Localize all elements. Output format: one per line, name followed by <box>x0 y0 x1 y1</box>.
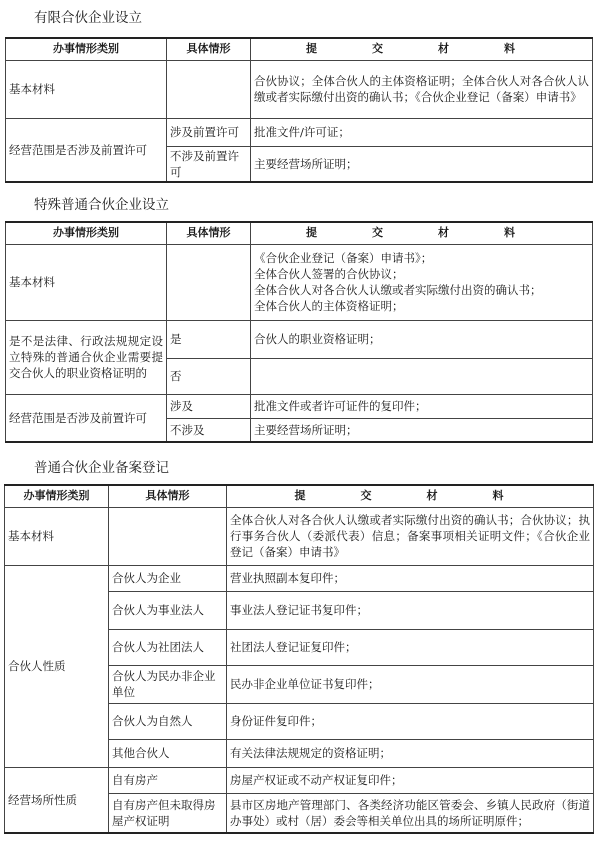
table-row <box>5 767 594 793</box>
materials-line: 全体合伙人签署的合伙协议； <box>254 267 404 281</box>
materials-table <box>5 37 593 183</box>
situation-cell <box>167 60 251 118</box>
header-category: 办事情形类别 <box>6 222 167 244</box>
materials-table <box>4 484 594 834</box>
category-cell: 基本材料 <box>5 507 109 565</box>
category-cell: 合伙人性质 <box>5 565 109 767</box>
materials-cell: 营业执照副本复印件； <box>227 565 594 591</box>
table-row <box>6 320 593 358</box>
materials-cell: 民办非企业单位证书复印件； <box>227 665 594 703</box>
situation-cell <box>167 244 251 320</box>
section-title: 普通合伙企业备案登记 <box>34 460 169 476</box>
situation-cell: 合伙人为事业法人 <box>109 591 227 629</box>
section-title: 有限合伙企业设立 <box>34 10 142 26</box>
table-row <box>5 507 594 565</box>
situation-cell: 是 <box>167 320 251 358</box>
category-cell: 经营场所性质 <box>5 767 109 833</box>
table-row <box>6 60 593 118</box>
materials-cell: 全体合伙人对各合伙人认缴或者实际缴付出资的确认书；合伙协议；执行事务合伙人（委派代表）信息；备案事项相关证明文件；《合伙企业登记（备案）申请书》 <box>227 507 594 565</box>
situation-cell: 不涉及前置许可 <box>167 146 251 182</box>
header-situation: 具体情形 <box>109 485 227 507</box>
situation-cell: 涉及前置许可 <box>167 118 251 146</box>
materials-cell: 房屋产权证或不动产权证复印件； <box>227 767 594 793</box>
materials-cell <box>251 244 593 320</box>
materials-line: 《合伙企业登记（备案）申请书》； <box>254 251 433 265</box>
section-title: 特殊普通合伙企业设立 <box>34 197 169 213</box>
table-header-row <box>6 38 593 60</box>
category-cell: 经营范围是否涉及前置许可 <box>6 394 167 442</box>
situation-cell: 其他合伙人 <box>109 739 227 767</box>
header-materials: 提 交 材 料 <box>251 38 593 60</box>
materials-line: 全体合伙人对各合伙人认缴或者实际缴付出资的确认书； <box>254 283 542 297</box>
header-materials: 提 交 材 料 <box>227 485 594 507</box>
materials-line: 全体合伙人的主体资格证明； <box>254 299 404 313</box>
situation-cell: 合伙人为民办非企业单位 <box>109 665 227 703</box>
materials-cell: 合伙协议；全体合伙人的主体资格证明；全体合伙人对各合伙人认缴或者实际缴付出资的确认书；《合伙企业登记（备案）申请书》 <box>251 60 593 118</box>
materials-cell: 主要经营场所证明； <box>251 146 593 182</box>
table-row <box>5 565 594 591</box>
situation-cell: 合伙人为社团法人 <box>109 629 227 665</box>
situation-cell: 自有房产 <box>109 767 227 793</box>
materials-cell: 社团法人登记证复印件； <box>227 629 594 665</box>
table-row <box>6 394 593 418</box>
situation-cell: 不涉及 <box>167 418 251 442</box>
header-category: 办事情形类别 <box>6 38 167 60</box>
situation-cell: 自有房产但未取得房屋产权证明 <box>109 793 227 833</box>
materials-cell: 合伙人的职业资格证明； <box>251 320 593 358</box>
category-cell: 经营范围是否涉及前置许可 <box>6 118 167 182</box>
materials-table <box>5 221 593 443</box>
materials-cell: 事业法人登记证书复印件； <box>227 591 594 629</box>
category-cell: 基本材料 <box>6 244 167 320</box>
situation-cell: 合伙人为企业 <box>109 565 227 591</box>
header-category: 办事情形类别 <box>5 485 109 507</box>
situation-cell: 否 <box>167 358 251 394</box>
materials-cell: 身份证件复印件； <box>227 703 594 739</box>
table-header-row <box>5 485 594 507</box>
materials-cell: 批准文件/许可证； <box>251 118 593 146</box>
table-row <box>6 244 593 320</box>
table-header-row <box>6 222 593 244</box>
header-situation: 具体情形 <box>167 38 251 60</box>
materials-cell: 县市区房地产管理部门、各类经济功能区管委会、乡镇人民政府（街道办事处）或村（居）委会等相关单位出具的场所证明原件； <box>227 793 594 833</box>
materials-cell: 有关法律法规规定的资格证明； <box>227 739 594 767</box>
situation-cell: 合伙人为自然人 <box>109 703 227 739</box>
header-situation: 具体情形 <box>167 222 251 244</box>
situation-cell: 涉及 <box>167 394 251 418</box>
materials-cell <box>251 358 593 394</box>
category-cell: 基本材料 <box>6 60 167 118</box>
materials-cell: 批准文件或者许可证件的复印件； <box>251 394 593 418</box>
header-materials: 提 交 材 料 <box>251 222 593 244</box>
table-row <box>6 118 593 146</box>
materials-cell: 主要经营场所证明； <box>251 418 593 442</box>
situation-cell <box>109 507 227 565</box>
category-cell: 是不是法律、行政法规规定设立特殊的普通合伙企业需要提交合伙人的职业资格证明的 <box>6 320 167 394</box>
